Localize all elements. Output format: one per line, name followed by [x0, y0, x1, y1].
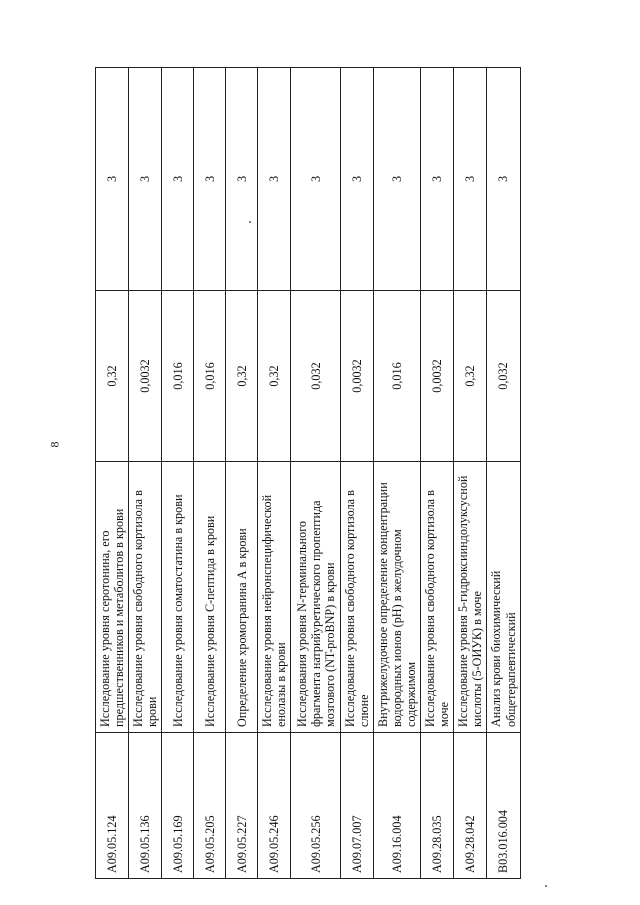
rotated-table-container [95, 67, 517, 879]
service-name: Исследование уровня серотонина, его предшественников и метаболитов в крови [96, 462, 129, 733]
service-name: Определение хромогранина А в крови [226, 462, 258, 733]
service-code: A09.07.007 [341, 733, 374, 879]
multiplicity-value: 3 [129, 68, 162, 291]
multiplicity-value: 3 [487, 68, 520, 291]
scan-speck [249, 221, 251, 223]
service-name: Исследование уровня свободного кортизола в моче [421, 462, 454, 733]
frequency-value: 0,32 [96, 291, 129, 462]
service-code: A09.28.035 [421, 733, 454, 879]
service-name: Исследование уровня 5-гидроксииндолуксусной кислоты (5-ОИУК) в моче [454, 462, 487, 733]
multiplicity-value: 3 [96, 68, 129, 291]
scan-speck [545, 885, 547, 887]
frequency-value: 0,32 [454, 291, 487, 462]
table-row [258, 68, 291, 879]
multiplicity-value: 3 [374, 68, 421, 291]
service-name: Исследование уровня свободного кортизола в крови [129, 462, 162, 733]
service-name: Исследования уровня N-терминального фрагмента натрийуретического пропептида мозгового (NT-proBNP) в крови [291, 462, 341, 733]
page-number: 8 [47, 441, 62, 448]
service-name: Анализ крови биохимический общетерапевтический [487, 462, 520, 733]
service-code: A09.05.136 [129, 733, 162, 879]
table-row [374, 68, 421, 879]
multiplicity-value: 3 [421, 68, 454, 291]
service-code: A09.05.169 [162, 733, 194, 879]
frequency-value: 0,32 [258, 291, 291, 462]
table-row [194, 68, 226, 879]
table-row [129, 68, 162, 879]
frequency-value: 0,032 [487, 291, 520, 462]
multiplicity-value: 3 [162, 68, 194, 291]
multiplicity-value: 3 [291, 68, 341, 291]
multiplicity-value: 3 [341, 68, 374, 291]
frequency-value: 0,032 [291, 291, 341, 462]
table-row [341, 68, 374, 879]
service-code: B03.016.004 [487, 733, 520, 879]
service-code: A09.16.004 [374, 733, 421, 879]
frequency-value: 0,016 [194, 291, 226, 462]
service-name: Исследование уровня свободного кортизола в слюне [341, 462, 374, 733]
frequency-value: 0,32 [226, 291, 258, 462]
frequency-value: 0,0032 [341, 291, 374, 462]
service-code: A09.05.246 [258, 733, 291, 879]
service-name: Внутрижелудочное определение концентрации водородных ионов (pH) в желудочном содержимом [374, 462, 421, 733]
services-table [95, 67, 521, 879]
service-code: A09.05.124 [96, 733, 129, 879]
multiplicity-value: 3 [454, 68, 487, 291]
frequency-value: 0,0032 [129, 291, 162, 462]
frequency-value: 0,016 [162, 291, 194, 462]
service-name: Исследование уровня С-пептида в крови [194, 462, 226, 733]
table-row [226, 68, 258, 879]
table-row [96, 68, 129, 879]
service-code: A09.28.042 [454, 733, 487, 879]
table-row [162, 68, 194, 879]
frequency-value: 0,016 [374, 291, 421, 462]
multiplicity-value: 3 [226, 68, 258, 291]
service-name: Исследование уровня соматостатина в крови [162, 462, 194, 733]
table-row [487, 68, 520, 879]
frequency-value: 0,0032 [421, 291, 454, 462]
service-code: A09.05.227 [226, 733, 258, 879]
service-name: Исследование уровня нейронспецифической енолазы в крови [258, 462, 291, 733]
table-row [421, 68, 454, 879]
multiplicity-value: 3 [194, 68, 226, 291]
multiplicity-value: 3 [258, 68, 291, 291]
service-code: A09.05.205 [194, 733, 226, 879]
table-row [454, 68, 487, 879]
table-row [291, 68, 341, 879]
service-code: A09.05.256 [291, 733, 341, 879]
